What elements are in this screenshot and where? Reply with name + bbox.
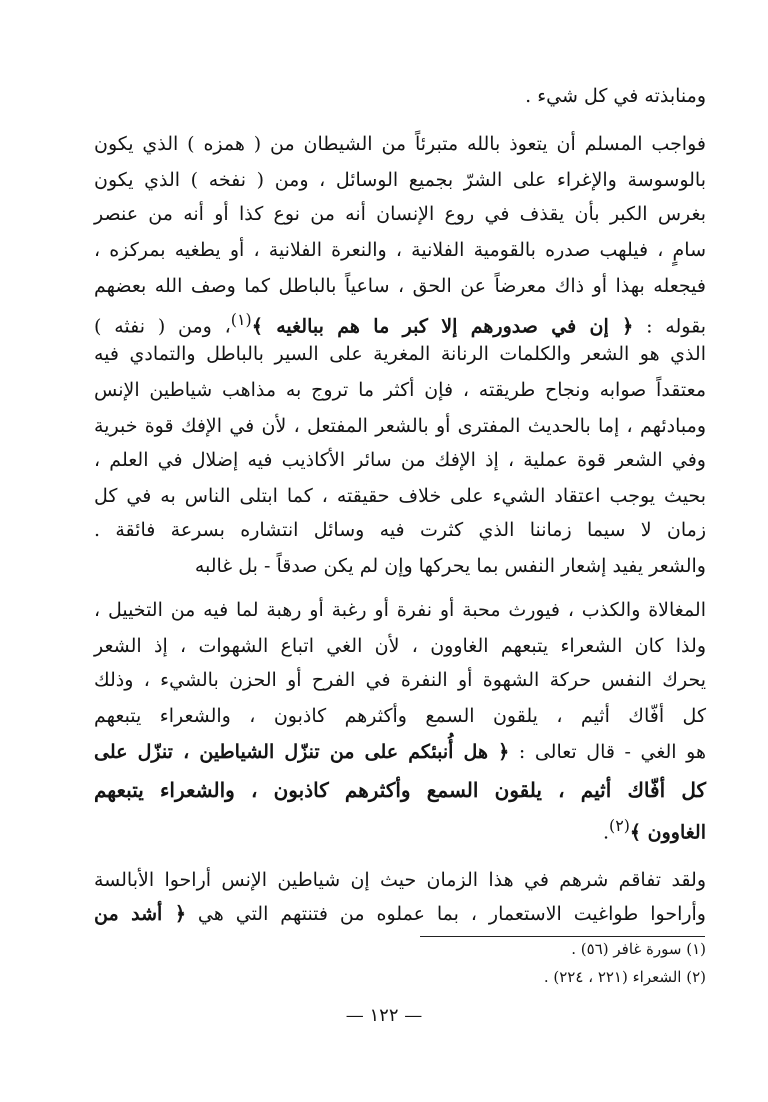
text-line-7: الذي هو الشعر والكلمات الرنانة المغرية على السير بالباطل والتمادي فيه xyxy=(94,343,706,365)
text-line-13: والشعر يفيد إشعار النفس بما يحركها وإن لم يكن صدقاً - بل غالبه xyxy=(194,555,706,577)
text-line-6: فيجعله بهذا أو ذاك معرضاً عن الحق ، ساعياً بالباطل كما وصف الله بعضهم xyxy=(94,275,706,297)
text-line-9: ومبادئهم ، إما بالحديث المفترى أو بالشعر المفتعل ، لأن في الإفك قوة خبرية xyxy=(94,415,706,437)
quran-line-1-post: ، ومن ( نفثه ) xyxy=(94,315,231,338)
footnote-ref-2: (٢) xyxy=(609,816,630,835)
last-body-line-pre: وأراحوا طواغيت الاستعمار ، بما عملوه من فتنتهم التي هي xyxy=(185,903,706,925)
text-line-17: كل أفّاك أثيم ، يلقون السمع وأكثرهم كاذبون ، والشعراء يتبعهم xyxy=(94,705,706,727)
quran-line-3 xyxy=(94,812,706,846)
quran-line-2 xyxy=(94,738,706,766)
quran-line-1-pre: بقوله : xyxy=(633,315,706,338)
last-body-line xyxy=(94,900,706,928)
footnote-separator xyxy=(420,936,705,937)
page-number: — ١٢٢ — xyxy=(345,1005,423,1026)
text-line-3: بالوسوسة والإغراء على الشرّ بجميع الوسائل ، ومن ( نفخه ) الذي يكون xyxy=(94,169,706,191)
quran-line-1 xyxy=(94,306,706,340)
text-line-11: بحيث يوجب اعتقاد الشيء على خلاف حقيقته ، كما ابتلى الناس به في كل xyxy=(94,485,706,507)
footnote-2: (٢) الشعراء (٢٢١ ، ٢٢٤) . xyxy=(543,968,706,986)
quran-verse-2-end: الغاوون ﴾ xyxy=(629,821,706,844)
text-line-5: سامٍ ، فيلهب صدره بالقومية الفلانية ، والنعرة الفلانية ، أو يطغيه بمركزه ، xyxy=(94,239,706,261)
text-line-16: يحرك النفس حركة الشهوة أو النفرة في الفرح أو الحزن بالشيء ، وذلك xyxy=(94,669,706,691)
quran-line-3-post: . xyxy=(602,821,610,844)
text-line-12: زمان لا سيما زماننا الذي كثرت فيه وسائل انتشاره بسرعة فائقة . xyxy=(94,519,706,541)
quran-verse-1: ﴿ إن في صدورهم إلا كبر ما هم ببالغيه ﴾ xyxy=(251,315,634,338)
quran-verse-2: ﴿ هل أُنبئكم على من تنزّل الشياطين ، تنزّل على xyxy=(94,741,510,763)
text-line-10: وفي الشعر قوة عملية ، إذ الإفك من سائر الأكاذيب فيه إضلال في العلم ، xyxy=(94,449,706,471)
footnote-ref-1: (١) xyxy=(230,310,252,329)
footnote-1: (١) سورة غافر (٥٦) . xyxy=(571,940,706,958)
text-line-1: ومنابذته في كل شيء . xyxy=(525,85,706,107)
text-line-15: ولذا كان الشعراء يتبعهم الغاوون ، لأن الغي اتباع الشهوات ، إذ الشعر xyxy=(94,635,706,657)
text-line-4: بغرس الكبر بأن يقذف في روع الإنسان أنه من نوع كذا أو أنه من عنصر xyxy=(94,203,706,225)
quran-line-2-pre: هو الغي - قال تعالى : xyxy=(509,741,706,763)
quran-verse-3: ﴿ أشد من xyxy=(94,903,186,925)
text-line-8: معتقداً صوابه ونجاح طريقته ، فإن أكثر ما تروج به مذاهب شياطين الإنس xyxy=(94,379,706,401)
quran-verse-2-continued: كل أفّاك أثيم ، يلقون السمع وأكثرهم كاذبون ، والشعراء يتبعهم xyxy=(94,778,706,802)
text-line-2: فواجب المسلم أن يتعوذ بالله متبرئاً من الشيطان من ( همزه ) الذي يكون xyxy=(94,133,706,155)
text-line-18: ولقد تفاقم شرهم في هذا الزمان حيث إن شياطين الإنس أراحوا الأبالسة xyxy=(94,869,706,891)
text-line-14: المغالاة والكذب ، فيورث محبة أو نفرة أو رغبة أو رهبة لما فيه من التخييل ، xyxy=(94,599,706,621)
